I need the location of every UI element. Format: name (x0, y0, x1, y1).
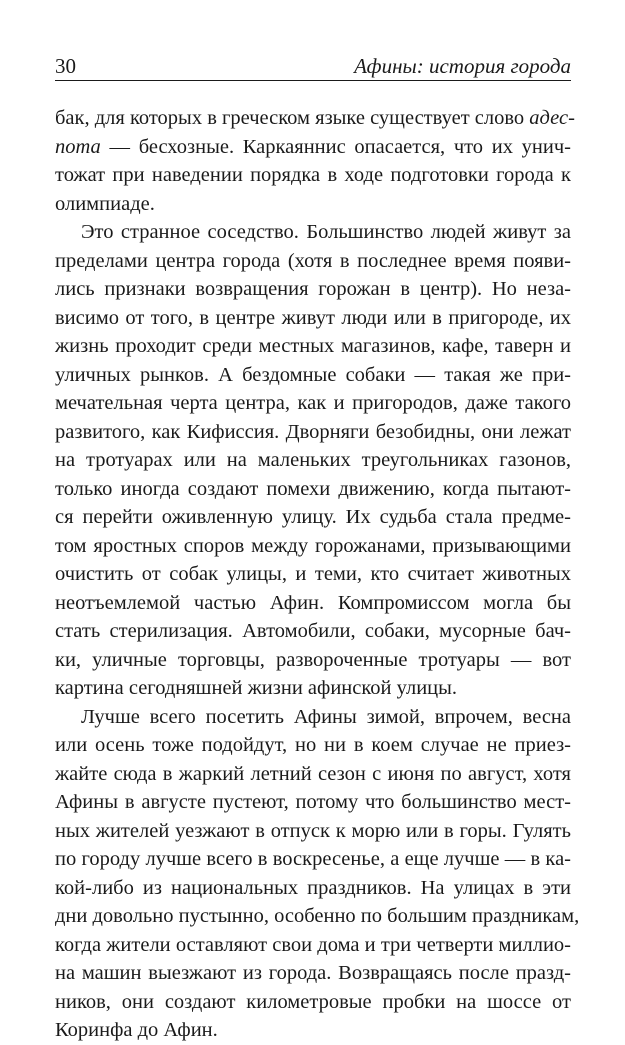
text-segment: Лучше всего посетить Афины зимой, впрочем, весна (81, 705, 571, 728)
text-segment: Афины в августе пустеют, потому что большинство мест- (55, 791, 571, 813)
text-line (55, 560, 571, 589)
text-segment: бак, для которых в греческом языке существует слово (55, 107, 530, 129)
text-segment: по городу лучше всего в воскресенье, а еще лучше — в ка- (55, 848, 571, 870)
paragraph (55, 104, 575, 218)
text-line (55, 760, 571, 789)
text-segment: стать стерилизация. Автомобили, собаки, мусорные бач- (55, 620, 571, 642)
text-segment: олимпиаде. (55, 192, 155, 215)
text-line (55, 874, 571, 903)
text-line (55, 247, 571, 276)
text-line (55, 988, 571, 1017)
text-segment: дни довольно пустынно, особенно по большим праздникам, (55, 905, 580, 927)
text-line (55, 275, 571, 304)
text-line (55, 218, 571, 247)
text-line (55, 703, 571, 732)
text-segment: ных жителей уезжают в отпуск к морю или в горы. Гулять (55, 819, 571, 842)
text-line (55, 304, 571, 333)
text-line (55, 104, 575, 133)
text-segment: развитого, как Кифиссия. Дворняги безобидны, они лежат (55, 420, 571, 443)
text-line (55, 190, 571, 219)
text-segment: на тротуарах или на маленьких треугольниках газонов, (55, 449, 571, 471)
text-line (55, 446, 571, 475)
text-segment: очистить от собак улицы, и теми, кто считает животных (55, 563, 571, 585)
text-line (55, 902, 580, 931)
text-line (55, 532, 571, 561)
text-line (55, 674, 571, 703)
text-segment: висимо от того, в центре живут люди или в пригороде, их (55, 306, 571, 329)
text-segment: кой-либо из национальных праздников. На улицах в эти (55, 876, 571, 899)
text-segment: жизнь проходит среди местных магазинов, кафе, таверн и (55, 335, 571, 357)
text-segment: неотъемлемой частью Афин. Компромиссом могла бы (55, 591, 571, 614)
text-line (55, 931, 571, 960)
text-segment: картина сегодняшней жизни афинской улицы. (55, 677, 458, 699)
text-line (55, 646, 571, 675)
running-head (55, 52, 571, 81)
page-number: 30 (55, 54, 76, 78)
text-segment: ников, они создают километровые пробки на шоссе от (55, 990, 571, 1013)
text-line (55, 731, 571, 760)
text-segment: — бесхозные. Каркаяннис опасается, что их унич- (100, 135, 571, 158)
text-line (55, 788, 571, 817)
text-segment: Коринфа до Афин. (55, 1019, 218, 1041)
text-segment: или осень тоже подойдут, но ни в коем случае не приез- (55, 734, 571, 756)
text-segment: лись признаки возвращения горожан в центр). Но неза- (55, 278, 571, 300)
text-line (55, 589, 571, 618)
text-segment: уличных рынков. А бездомные собаки — такая же при- (55, 363, 571, 386)
text-line (55, 332, 571, 361)
text-segment: жайте сюда в жаркий летний сезон с июня по август, хотя (55, 762, 571, 785)
text-segment: Это странное соседство. Большинство людей живут за (81, 221, 571, 243)
text-line (55, 959, 571, 988)
paragraph (55, 703, 580, 1045)
body-text (55, 104, 580, 1045)
text-segment: тожат при наведении порядка в ходе подготовки города к (55, 164, 571, 186)
text-line (55, 418, 571, 447)
text-line (55, 1016, 571, 1045)
text-line (55, 161, 571, 190)
text-line (55, 361, 571, 390)
paragraph (55, 218, 571, 703)
text-segment: том яростных споров между горожанами, призывающими (55, 534, 571, 557)
text-segment: когда жители оставляют свои дома и три четверти миллио- (55, 933, 571, 956)
text-segment: на машин выезжают из города. Возвращаясь после празд- (55, 962, 571, 984)
text-line (55, 617, 571, 646)
text-line (55, 133, 571, 162)
text-line (55, 503, 571, 532)
italic-term: пота (55, 135, 101, 158)
text-segment: пределами центра города (хотя в последнее время появи- (55, 249, 571, 272)
text-segment: мечательная черта центра, как и пригородов, даже такого (55, 392, 571, 414)
text-line (55, 389, 571, 418)
text-segment: ки, уличные торговцы, развороченные тротуары — вот (55, 648, 571, 671)
text-line (55, 845, 571, 874)
text-line (55, 475, 571, 504)
text-line (55, 817, 571, 846)
running-title: Афины: история города (354, 54, 571, 78)
text-segment: ся перейти оживленную улицу. Их судьба стала предме- (55, 506, 571, 528)
italic-term: адес- (529, 107, 575, 129)
text-segment: только иногда создают помехи движению, когда пытают- (55, 477, 571, 500)
